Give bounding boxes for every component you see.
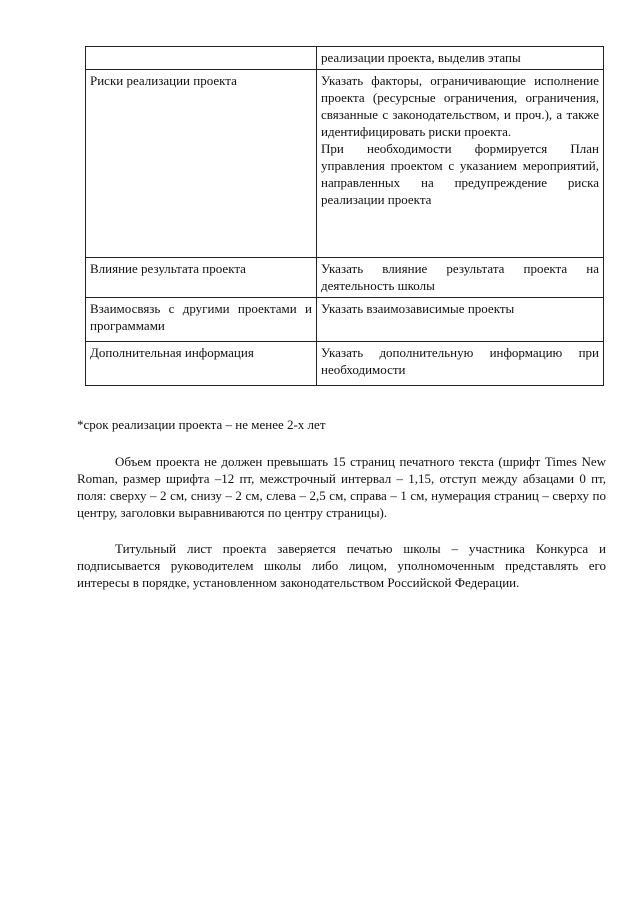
paragraph-format-requirements: Объем проекта не должен превышать 15 страниц печатного текста (шрифт Times New Roman, размер шрифта –12 пт, межстрочный интервал – 1,15, отступ между абзацами 0 пт, поля: сверху – 2 см, снизу – 2 см, слева – 2,5 см, справа – 1 см, нумерация страниц – сверху по центру, заголовки выравниваются по центру страницы).	[77, 454, 606, 520]
table-cell-description	[317, 70, 604, 258]
footnote: *срок реализации проекта – не менее 2-х лет	[77, 417, 326, 432]
table-cell-description	[317, 258, 604, 298]
cell-text: Указать факторы, ограничивающие исполнение проекта (ресурсные ограничения, ограничения, связанные с законодательством, и проч.), а также идентифицировать риски проекта.	[321, 73, 599, 139]
table-cell-label: Риски реализации проекта	[86, 70, 317, 258]
table-cell-label: Взаимосвязь с другими проектами и программами	[86, 298, 317, 342]
table-cell-label: Влияние результата проекта	[86, 258, 317, 298]
table-row	[86, 342, 604, 386]
paragraph-title-page: Титульный лист проекта заверяется печатью школы – участника Конкурса и подписывается руководителем школы либо лицом, уполномоченным представлять его интересы в порядке, установленном законодательством Российской Федерации.	[77, 541, 606, 590]
table-cell-description	[317, 47, 604, 70]
cell-text: реализации проекта, выделив этапы	[321, 50, 521, 65]
cell-text: Указать взаимозависимые проекты	[321, 301, 515, 316]
project-requirements-table	[85, 46, 604, 386]
table-row	[86, 47, 604, 70]
cell-text: При необходимости формируется План управления проектом с указанием мероприятий, направленных на предупреждение риска реализации проекта	[321, 141, 599, 207]
table-row	[86, 258, 604, 298]
table-row	[86, 70, 604, 258]
cell-text: Указать влияние результата проекта на деятельность школы	[321, 261, 599, 293]
table-cell-label: Дополнительная информация	[86, 342, 317, 386]
cell-text: Указать дополнительную информацию при необходимости	[321, 345, 599, 377]
table-cell-description	[317, 298, 604, 342]
table-row	[86, 298, 604, 342]
table-cell-label	[86, 47, 317, 70]
table-cell-description	[317, 342, 604, 386]
